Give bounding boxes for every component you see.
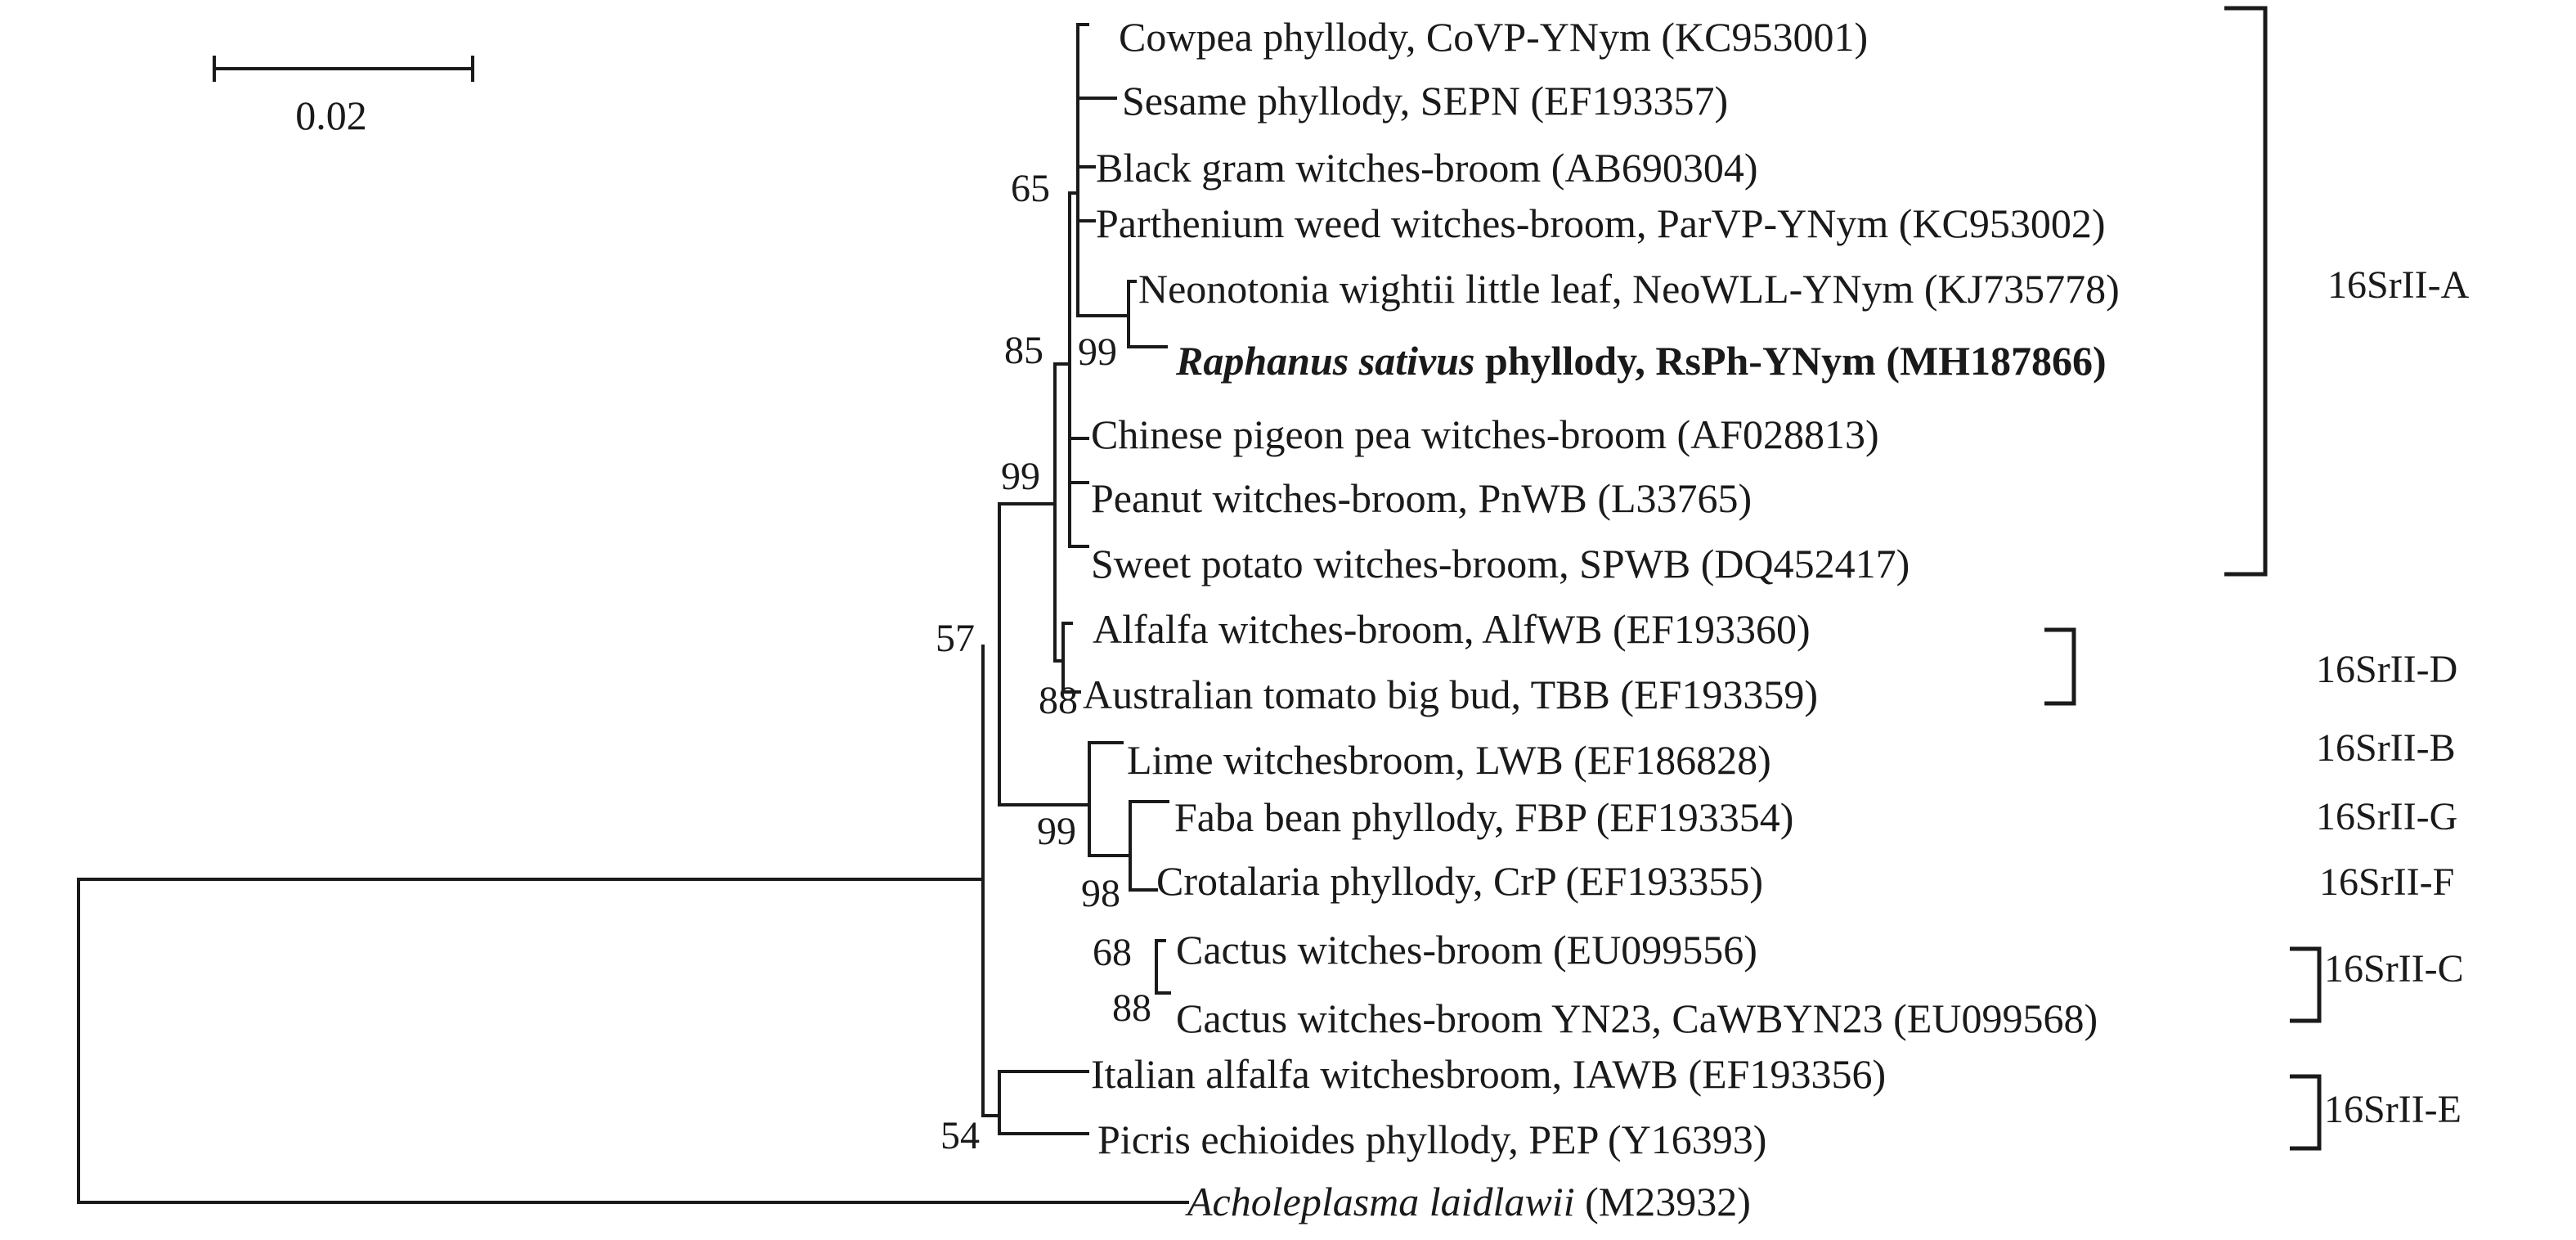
bootstrap-label: 68 xyxy=(1093,931,1132,974)
taxon-raphanus-species: Raphanus sativus xyxy=(1176,338,1475,384)
group-brackets xyxy=(2044,8,2319,1148)
bracket-IIA xyxy=(2224,8,2265,574)
taxon-acholeplasma-accession: (M23932) xyxy=(1574,1179,1751,1224)
taxon-cactus: Cactus witches-broom (EU099556) xyxy=(1176,927,1757,973)
group-labels xyxy=(2316,263,2470,1131)
bootstrap-label: 54 xyxy=(940,1114,980,1157)
bracket-IID xyxy=(2044,630,2074,703)
bootstrap-label: 99 xyxy=(1037,810,1076,853)
group-label-IIA: 16SrII-A xyxy=(2327,263,2470,307)
group-label-IIF: 16SrII-F xyxy=(2319,860,2455,904)
taxon-neonotonia: Neonotonia wightii little leaf, NeoWLL-YNym (KJ735778) xyxy=(1138,266,2120,312)
bootstrap-label: 98 xyxy=(1081,872,1120,915)
bootstrap-label: 85 xyxy=(1004,329,1043,372)
taxon-lime: Lime witchesbroom, LWB (EF186828) xyxy=(1127,737,1771,783)
taxon-acholeplasma-species: Acholeplasma laidlawii xyxy=(1187,1179,1575,1224)
bootstrap-label: 99 xyxy=(1001,455,1040,498)
scale-bar-label: 0.02 xyxy=(295,92,367,138)
bootstrap-label: 57 xyxy=(936,617,975,660)
taxon-cactus-yn23: Cactus witches-broom YN23, CaWBYN23 (EU099568) xyxy=(1176,995,2098,1041)
taxon-parthenium: Parthenium weed witches-broom, ParVP-YNym (KC953002) xyxy=(1096,200,2106,246)
group-label-IID: 16SrII-D xyxy=(2316,648,2458,691)
taxon-pigeon-pea: Chinese pigeon pea witches-broom (AF028813) xyxy=(1091,411,1879,457)
taxon-tomato: Australian tomato big bud, TBB (EF193359) xyxy=(1083,672,1819,717)
taxon-crotalaria: Crotalaria phyllody, CrP (EF193355) xyxy=(1156,858,1764,904)
group-label-IIE: 16SrII-E xyxy=(2324,1088,2462,1131)
taxon-picris: Picris echioides phyllody, PEP (Y16393) xyxy=(1097,1116,1767,1162)
taxon-peanut: Peanut witches-broom, PnWB (L33765) xyxy=(1091,475,1752,521)
taxa-labels xyxy=(1083,14,2120,1224)
bootstrap-label: 99 xyxy=(1078,330,1117,374)
group-label-IIC: 16SrII-C xyxy=(2324,947,2464,991)
taxon-acholeplasma xyxy=(1185,1179,1751,1224)
taxon-black-gram: Black gram witches-broom (AB690304) xyxy=(1096,145,1758,191)
group-label-IIG: 16SrII-G xyxy=(2316,795,2458,838)
taxon-sesame: Sesame phyllody, SEPN (EF193357) xyxy=(1122,78,1729,124)
bracket-IIE xyxy=(2290,1076,2319,1148)
taxon-sweet-potato: Sweet potato witches-broom, SPWB (DQ452417) xyxy=(1091,541,1910,586)
bootstrap-label: 88 xyxy=(1112,986,1151,1030)
scale-bar xyxy=(214,57,473,138)
bootstrap-label: 88 xyxy=(1039,679,1078,722)
taxon-italian-alfalfa: Italian alfalfa witchesbroom, IAWB (EF193356) xyxy=(1091,1051,1887,1097)
taxon-alfalfa: Alfalfa witches-broom, AlfWB (EF193360) xyxy=(1093,606,1811,652)
taxon-cowpea: Cowpea phyllody, CoVP-YNym (KC953001) xyxy=(1119,14,1869,60)
taxon-raphanus-strain: phyllody, RsPh-YNym (MH187866) xyxy=(1474,338,2107,384)
group-label-IIB: 16SrII-B xyxy=(2316,726,2456,770)
taxon-raphanus xyxy=(1175,338,2107,384)
bracket-IIC xyxy=(2290,949,2319,1021)
taxon-faba: Faba bean phyllody, FBP (EF193354) xyxy=(1174,794,1794,840)
bootstrap-label: 65 xyxy=(1011,167,1050,210)
